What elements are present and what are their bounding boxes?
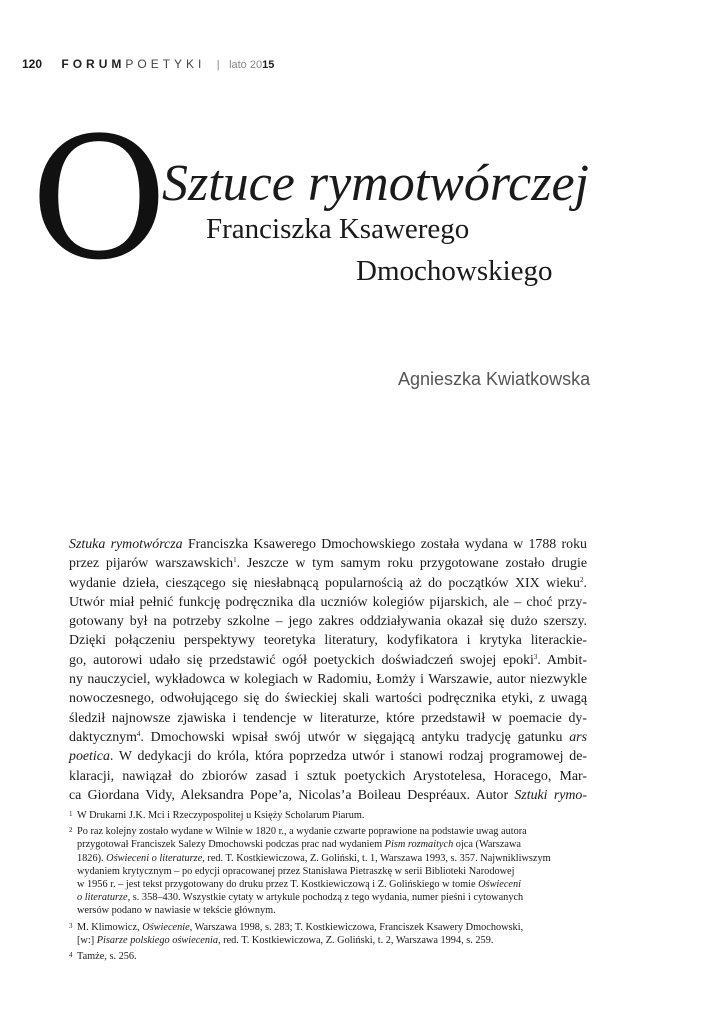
text-run: przygotował Franciszek Salezy Dmochowski podczas prac nad wydaniem xyxy=(77,839,385,851)
footnote-line xyxy=(77,921,589,934)
text-run: . Dmochowski wpisał swój utwór w sięgającą antyku tradycję gatunku xyxy=(140,729,570,745)
footnote-line xyxy=(77,950,589,963)
italic-text: Oświecenie xyxy=(142,921,190,933)
footnote-ref: 3 xyxy=(533,652,538,661)
italic-text: Oświeceni xyxy=(478,879,522,891)
text-run: Tamże, s. 256. xyxy=(77,951,137,963)
text-run: przez pijarów warszawskich xyxy=(69,556,234,572)
page-number: 120 xyxy=(22,57,43,71)
text-run: Franciszka Ksawerego Dmochowskiego została wydana w 1788 roku xyxy=(182,537,588,552)
body-line xyxy=(69,554,587,573)
body-line xyxy=(69,593,587,612)
footnote-line xyxy=(77,838,589,851)
body-line xyxy=(69,670,587,689)
italic-text: poetica xyxy=(69,749,110,765)
header-separator: | xyxy=(216,59,220,71)
text-run: , red. T. Kostkiewiczowa, Z. Goliński, t. 1, Warszawa 1993, s. 357. Najwnikliwszym xyxy=(202,852,551,864)
text-run: , red. T. Kostkiewiczowa, Z. Goliński, t. 2, Warszawa 1994, s. 259. xyxy=(218,934,494,946)
text-run: 1826). xyxy=(77,852,107,864)
issue-season-suffix: 15 xyxy=(262,59,275,71)
text-run: ca Giordana Vidy, Aleksandra Pope’a, Nicolas’a Boileau Despréaux. Autor xyxy=(69,787,515,803)
footnote-line xyxy=(77,878,589,891)
footnote-number: 3 xyxy=(69,921,73,930)
footnote xyxy=(69,950,589,963)
title-dropcap: O xyxy=(30,101,168,297)
text-run: Dzięki połączeniu perspektywy teoretyka literatury, kodyfikatora i krytyka literackie- xyxy=(69,633,587,649)
text-run: daktycznym xyxy=(69,729,137,745)
text-run: , Warszawa 1998, s. 283; T. Kostkiewiczowa, Franciszek Ksawery Dmochowski, xyxy=(189,921,524,933)
italic-text: Sztuka rymotwórcza xyxy=(69,537,183,552)
text-run: M. Klimowicz, xyxy=(77,921,143,933)
running-header xyxy=(22,56,274,73)
text-run: gotowany był na potrzeby szkolne – jego zakres oddziaływania okazał się dużo szerszy. xyxy=(69,614,587,630)
footnote-number: 2 xyxy=(69,826,73,835)
italic-text: Pisarze polskiego oświecenia xyxy=(96,934,218,946)
footnote-ref: 2 xyxy=(580,575,584,584)
footnote-ref: 4 xyxy=(136,729,141,738)
text-run: Po raz kolejny zostało wydane w Wilnie w 1820 r., a wydanie czwarte poprawione na podstawie uwag autora xyxy=(77,826,527,838)
text-run: śledził najnowsze zjawiska i tendencje w literaturze, które przedstawił w poemacie dy- xyxy=(69,710,587,726)
text-run: . W dedykacji do króla, która poprzedza utwór i stanowi rodzaj programowej de- xyxy=(109,749,587,765)
footnote-line xyxy=(77,852,589,865)
text-run: ny nauczyciel, wykładowca w kolegiach w Radomiu, Łomży i Warszawie, autor niezwykle xyxy=(69,672,587,688)
footnote-line xyxy=(77,825,589,838)
body-line xyxy=(69,728,587,747)
journal-name-light: POETYKI xyxy=(125,57,206,71)
body-line xyxy=(69,535,587,554)
issue-season-prefix: lato 20 xyxy=(229,59,263,71)
footnote-number: 4 xyxy=(69,951,73,960)
text-run: w 1956 r. – jest tekst przygotowany do druku przez T. Kostkiewiczową i Z. Golińskiego w tomie xyxy=(77,879,479,891)
text-run: [w:] xyxy=(77,934,97,946)
footnote-line xyxy=(77,809,589,822)
text-run: Utwór miał pełnić funkcję podręcznika dla uczniów kolegiów pijarskich, ale – choć przy- xyxy=(69,594,587,610)
text-run: wersów podano w nawiasie w tekście głównym. xyxy=(77,905,276,917)
article-title-line-2: Franciszka Ksawerego xyxy=(206,213,470,245)
footnote xyxy=(69,809,589,822)
article-title-line-1: Sztuce rymotwórczej xyxy=(162,155,589,212)
text-run: wydaniem krytycznym – po edycji opracowanej przez Stanisława Pietraszkę w serii Biblioteki Narodowej xyxy=(77,865,515,877)
italic-text: Sztuki rymo- xyxy=(514,787,588,803)
footnote-number: 1 xyxy=(69,810,73,818)
article-body xyxy=(69,535,587,805)
article-title-line-3: Dmochowskiego xyxy=(356,255,553,287)
author-name: Agnieszka Kwiatkowska xyxy=(398,369,591,389)
body-line xyxy=(69,709,587,728)
body-line xyxy=(69,689,587,708)
italic-text: Oświeceni o literaturze xyxy=(106,852,203,864)
journal-name xyxy=(61,57,205,71)
footnote xyxy=(69,921,589,947)
footnotes xyxy=(69,809,589,966)
footnote-line xyxy=(77,904,589,917)
italic-text: ars xyxy=(569,729,587,745)
journal-name-bold: FORUM xyxy=(61,57,126,71)
text-run: wydanie dzieła, cieszącego się niesłabnącą popularnością aż do początków XIX wieku xyxy=(69,575,581,591)
footnote-line xyxy=(77,891,589,904)
body-line xyxy=(69,574,587,593)
body-line xyxy=(69,747,587,766)
text-run: , s. 358–430. Wszystkie cytaty w artykule pochodzą z tego wydania, numer pieśni i cytowanych xyxy=(127,892,524,904)
footnote-line xyxy=(77,865,589,878)
text-run: . Ambit- xyxy=(537,652,588,668)
body-line xyxy=(69,631,587,650)
text-run: klaracji, nawiązał do zbiorów zasad i sztuk poetyckich Arystotelesa, Horacego, Mar- xyxy=(69,768,587,784)
footnote-ref: 1 xyxy=(233,556,237,565)
text-run: . xyxy=(583,575,587,591)
issue-season xyxy=(223,59,274,71)
body-line xyxy=(69,786,587,805)
italic-text: Pism rozmaitych xyxy=(384,839,454,851)
text-run: . Jeszcze w tym samym roku przygotowane zostało drugie xyxy=(236,556,587,572)
footnote xyxy=(69,825,589,917)
italic-text: o literaturze xyxy=(77,892,128,904)
text-run: go, autorowi udało się przedstawić ogół poetyckich doświadczeń swojej epoki xyxy=(69,652,534,668)
footnote-line xyxy=(77,934,589,947)
text-run: nowoczesnego, odwołującego się do świeckiej skali wartości podręcznika etyki, z uwagą xyxy=(69,691,587,707)
text-run: W Drukarni J.K. Mci i Rzeczypospolitej u Księży Scholarum Piarum. xyxy=(77,810,365,821)
text-run: ojca (Warszawa xyxy=(453,839,521,851)
body-line xyxy=(69,612,587,631)
body-line xyxy=(69,767,587,786)
body-line xyxy=(69,651,587,670)
